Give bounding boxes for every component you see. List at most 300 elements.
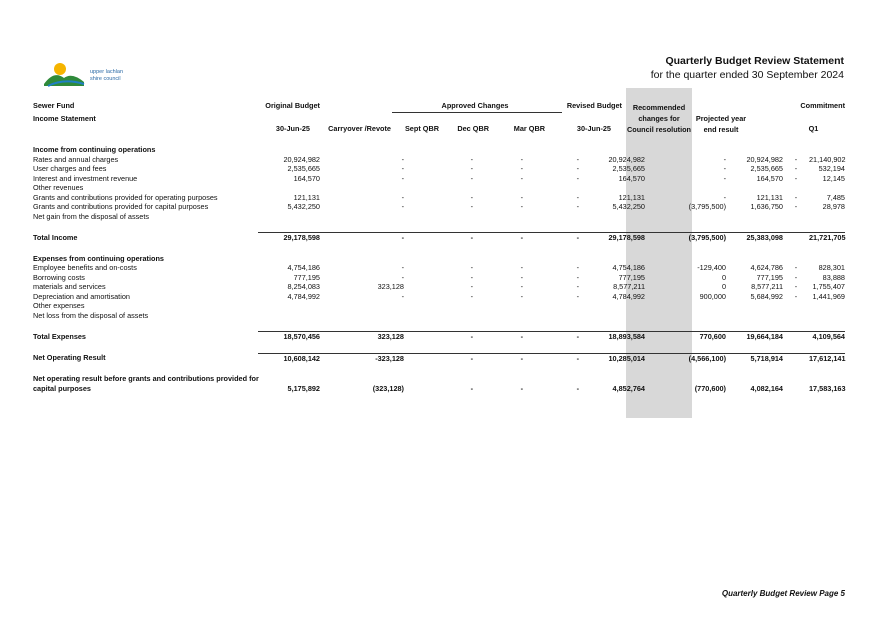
cell-col-7 [726, 311, 783, 321]
table-row [33, 374, 845, 384]
cell-col-5: 20,924,982 [608, 154, 645, 164]
col-sept-qbr: Sept QBR [404, 124, 439, 133]
col-date-revised: 30-Jun-25 [576, 124, 611, 133]
cell-col-4: - [576, 202, 579, 211]
row-label: materials and services [33, 282, 106, 291]
cell-col-9: 21,140,902 [809, 154, 846, 164]
cell-col-6 [645, 320, 726, 332]
cell-col-6 [645, 374, 726, 384]
table-row [33, 254, 845, 264]
cell-col-8 [783, 332, 809, 342]
cell-col-4 [523, 363, 579, 374]
cell-col-0 [258, 145, 320, 155]
table-row [33, 292, 845, 302]
cell-col-0 [258, 342, 320, 354]
row-label: Net operating result before grants and contributions provided for [33, 374, 259, 383]
cell-col-8: - [794, 164, 798, 173]
row-label: Rates and annual charges [33, 154, 119, 164]
cell-col-7: 4,082,164 [750, 383, 783, 393]
cell-col-7: 2,535,665 [750, 164, 783, 173]
cell-col-5: 29,178,598 [579, 233, 645, 243]
cell-col-0 [258, 301, 320, 311]
cell-col-7: 19,664,184 [726, 332, 783, 342]
cell-col-9 [809, 212, 845, 222]
cell-col-0 [258, 254, 320, 264]
cell-col-1: - [401, 263, 404, 272]
col-mar-qbr: Mar QBR [513, 124, 545, 133]
cell-col-1 [320, 320, 404, 332]
row-label: Net Operating Result [33, 353, 106, 363]
cell-col-9 [809, 311, 845, 321]
cell-col-5 [579, 363, 645, 374]
cell-col-7: 777,195 [756, 272, 783, 282]
cell-col-6 [645, 301, 726, 311]
cell-col-2: - [470, 202, 473, 211]
cell-col-9 [809, 183, 845, 193]
cell-col-7 [726, 320, 783, 332]
cell-col-5 [579, 254, 645, 264]
cell-col-9 [809, 145, 845, 155]
cell-col-7 [726, 145, 783, 155]
projected-header: Projected year end result [695, 114, 747, 134]
page-title: Quarterly Budget Review Statement [665, 55, 844, 67]
row-label [33, 320, 258, 332]
cell-col-8 [783, 342, 809, 354]
row-label: Expenses from continuing operations [33, 253, 164, 263]
table-row [33, 320, 845, 332]
cell-col-7 [726, 342, 783, 354]
cell-col-5 [579, 311, 645, 321]
cell-col-4 [523, 311, 579, 321]
cell-col-1: - [320, 233, 404, 243]
cell-col-8: - [794, 263, 798, 272]
row-label: Other expenses [33, 301, 85, 310]
cell-col-2: - [404, 353, 473, 363]
cell-col-1 [320, 342, 404, 354]
cell-col-1: - [401, 202, 404, 211]
cell-col-6: 770,600 [645, 332, 726, 342]
total-row [33, 353, 845, 363]
cell-col-3 [473, 320, 523, 332]
cell-col-5: 18,893,584 [579, 332, 645, 342]
cell-col-8 [783, 221, 809, 233]
row-label: Employee benefits and on-costs [33, 263, 137, 272]
cell-col-4: - [576, 154, 579, 164]
row-label: Other revenues [33, 183, 84, 192]
cell-col-1 [320, 254, 404, 264]
row-label: Grants and contributions provided for capital purposes [33, 202, 209, 211]
cell-col-4: - [576, 383, 579, 393]
cell-col-5: 4,754,186 [612, 263, 645, 272]
cell-col-5: 5,432,250 [612, 202, 645, 211]
cell-col-3: - [473, 332, 523, 342]
cell-col-1: - [401, 272, 404, 282]
cell-col-6 [645, 363, 726, 374]
cell-col-8 [783, 320, 809, 332]
cell-col-2: - [470, 383, 473, 393]
row-label: Net gain from the disposal of assets [33, 211, 149, 221]
cell-col-1: (323,128) [372, 383, 404, 393]
cell-col-1 [320, 212, 404, 222]
cell-col-0 [258, 363, 320, 374]
cell-col-0: 2,535,665 [287, 164, 320, 173]
cell-col-6: (770,600) [694, 383, 726, 393]
cell-col-8: - [794, 192, 798, 202]
row-label [33, 363, 258, 374]
row-label: Net loss from the disposal of assets [33, 310, 149, 320]
cell-col-8: - [794, 291, 798, 301]
cell-col-6: - [723, 164, 726, 173]
cell-col-1: - [401, 154, 404, 164]
cell-col-6 [645, 183, 726, 193]
cell-col-8: - [794, 154, 798, 164]
cell-col-2: - [470, 282, 473, 291]
cell-col-3: - [520, 202, 523, 211]
cell-col-0: 18,570,456 [258, 332, 320, 342]
col-carryover: Carryover /Revote [328, 124, 391, 133]
cell-col-9: 7,485 [826, 192, 845, 202]
cell-col-4 [523, 183, 579, 193]
cell-col-6: 900,000 [699, 291, 726, 301]
row-label: Income from continuing operations [33, 145, 156, 154]
page-footer: Quarterly Budget Review Page 5 [721, 589, 845, 598]
cell-col-5: 4,784,992 [612, 291, 645, 301]
cell-col-2 [404, 145, 473, 155]
cell-col-2 [404, 342, 473, 354]
cell-col-5: 164,570 [618, 173, 645, 183]
cell-col-4: - [576, 173, 579, 183]
logo-line1: upper lachlan [90, 69, 124, 75]
cell-col-0: 4,754,186 [287, 263, 320, 272]
cell-col-3 [473, 301, 523, 311]
cell-col-0 [258, 221, 320, 233]
cell-col-2 [404, 243, 473, 254]
cell-col-3 [473, 221, 523, 233]
cell-col-7 [726, 301, 783, 311]
total-row [33, 332, 845, 342]
cell-col-9: 83,888 [822, 272, 845, 282]
original-budget-header: Original Budget [265, 101, 320, 110]
table-row [33, 342, 845, 354]
cell-col-8 [783, 363, 809, 374]
cell-col-1 [320, 183, 404, 193]
cell-col-4: - [523, 332, 579, 342]
cell-col-4 [523, 243, 579, 254]
cell-col-9: 828,301 [818, 263, 845, 272]
cell-col-7: 5,684,992 [750, 291, 783, 301]
cell-col-0: 777,195 [293, 272, 320, 282]
cell-col-3: - [520, 154, 523, 164]
cell-col-2 [404, 311, 473, 321]
table-row [33, 155, 845, 165]
cell-col-3 [473, 374, 523, 384]
page-subtitle: for the quarter ended 30 September 2024 [650, 69, 844, 81]
cell-col-4: - [523, 353, 579, 363]
cell-col-0: 164,570 [293, 173, 320, 183]
cell-col-5 [579, 145, 645, 155]
cell-col-7 [726, 374, 783, 384]
cell-col-3 [473, 145, 523, 155]
table-row [33, 243, 845, 254]
cell-col-9: 17,583,163 [809, 383, 846, 393]
cell-col-4: - [576, 291, 579, 301]
cell-col-1: 323,128 [320, 332, 404, 342]
cell-col-8: - [794, 272, 798, 282]
cell-col-9 [809, 342, 845, 354]
row-label: capital purposes [33, 383, 91, 393]
table-row [33, 363, 845, 374]
cell-col-4 [523, 145, 579, 155]
cell-col-3 [473, 212, 523, 222]
cell-col-5 [579, 221, 645, 233]
cell-col-7 [726, 221, 783, 233]
cell-col-1 [320, 374, 404, 384]
row-label [33, 342, 258, 354]
cell-col-8 [783, 384, 809, 394]
cell-col-2: - [470, 154, 473, 164]
cell-col-5 [579, 342, 645, 354]
col-dec-qbr: Dec QBR [457, 124, 489, 133]
cell-col-4: - [576, 263, 579, 272]
cell-col-9 [809, 301, 845, 311]
cell-col-2 [404, 363, 473, 374]
cell-col-5 [579, 320, 645, 332]
cell-col-9: 17,612,141 [809, 353, 846, 363]
cell-col-9: 532,194 [818, 164, 845, 173]
cell-col-0 [258, 183, 320, 193]
cell-col-5: 121,131 [618, 192, 645, 202]
cell-col-7: 4,624,786 [750, 263, 783, 272]
approved-changes-header: Approved Changes [441, 101, 509, 110]
cell-col-8 [783, 301, 809, 311]
cell-col-1: - [401, 192, 404, 202]
cell-col-0: 4,784,992 [287, 291, 320, 301]
cell-col-4 [523, 212, 579, 222]
cell-col-8 [783, 311, 809, 321]
cell-col-5: 8,577,211 [613, 282, 645, 291]
cell-col-5 [579, 243, 645, 254]
cell-col-9: 4,109,564 [809, 332, 845, 342]
cell-col-3 [473, 254, 523, 264]
cell-col-3: - [473, 353, 523, 363]
cell-col-6: -129,400 [697, 263, 726, 272]
row-label: Total Expenses [33, 331, 86, 341]
cell-col-6 [645, 212, 726, 222]
cell-col-9 [809, 254, 845, 264]
revised-budget-header: Revised Budget [566, 101, 622, 110]
col-q1: Q1 [808, 124, 819, 133]
table-row [33, 202, 845, 212]
cell-col-5: 777,195 [618, 272, 645, 282]
cell-col-0: 5,175,892 [287, 383, 320, 393]
cell-col-7 [726, 243, 783, 254]
cell-col-6 [645, 254, 726, 264]
cell-col-7: 5,718,914 [726, 353, 783, 363]
cell-col-9 [809, 374, 845, 384]
cell-col-1 [320, 145, 404, 155]
cell-col-3: - [520, 291, 523, 301]
cell-col-4: - [576, 192, 579, 202]
table-row [33, 164, 845, 174]
table-row [33, 183, 845, 193]
recommended-header: Recommended changes for Council resolution [626, 103, 692, 134]
cell-col-1: -323,128 [320, 353, 404, 363]
cell-col-0: 29,178,598 [258, 233, 320, 243]
cell-col-7: 8,577,211 [751, 282, 783, 291]
cell-col-0 [258, 374, 320, 384]
cell-col-9: 21,721,705 [809, 233, 846, 242]
cell-col-6: (4,566,100) [645, 353, 726, 363]
cell-col-4 [523, 320, 579, 332]
cell-col-0 [258, 243, 320, 254]
cell-col-4 [523, 221, 579, 233]
cell-col-4 [523, 254, 579, 264]
cell-col-9: 1,755,407 [812, 282, 845, 291]
cell-col-8 [783, 353, 809, 363]
cell-col-0: 121,131 [293, 192, 320, 202]
table-row [33, 282, 845, 292]
cell-col-7 [726, 183, 783, 193]
row-label [33, 243, 258, 254]
cell-col-0 [258, 320, 320, 332]
cell-col-7 [726, 254, 783, 264]
cell-col-2: - [404, 233, 473, 243]
cell-col-1 [320, 301, 404, 311]
cell-col-0: 10,608,142 [258, 353, 320, 363]
row-label: Depreciation and amortisation [33, 291, 130, 301]
cell-col-8 [783, 183, 809, 193]
cell-col-6 [645, 145, 726, 155]
cell-col-8: - [794, 282, 798, 291]
cell-col-6 [645, 342, 726, 354]
row-label: Grants and contributions provided for operating purposes [33, 192, 218, 202]
cell-col-6 [645, 311, 726, 321]
cell-col-4 [523, 342, 579, 354]
cell-col-5: 10,285,014 [579, 353, 645, 363]
cell-col-4: - [576, 164, 579, 173]
cell-col-3 [473, 243, 523, 254]
cell-col-6: 0 [721, 282, 726, 291]
cell-col-2 [404, 301, 473, 311]
cell-col-6: - [723, 173, 726, 183]
commitment-header: Commitment [800, 101, 845, 110]
cell-col-2 [404, 183, 473, 193]
cell-col-8 [783, 243, 809, 254]
cell-col-9 [809, 320, 845, 332]
cell-col-7 [726, 212, 783, 222]
cell-col-2: - [470, 164, 473, 173]
cell-col-2 [404, 374, 473, 384]
cell-col-4: - [576, 282, 579, 291]
cell-col-2: - [404, 332, 473, 342]
cell-col-8 [783, 145, 809, 155]
table-row [33, 301, 845, 311]
cell-col-0 [258, 212, 320, 222]
total-row [33, 233, 845, 243]
cell-col-2: - [470, 173, 473, 183]
cell-col-0: 20,924,982 [283, 154, 320, 164]
cell-col-9: 12,145 [822, 173, 845, 183]
cell-col-8: - [794, 173, 798, 183]
table-row [33, 263, 845, 273]
cell-col-7: 121,131 [756, 192, 783, 202]
cell-col-3: - [520, 173, 523, 183]
row-label [33, 221, 258, 233]
cell-col-2: - [470, 291, 473, 301]
cell-col-7: 20,924,982 [746, 154, 783, 164]
cell-col-9: 1,441,969 [812, 291, 845, 301]
cell-col-6: 0 [721, 272, 726, 282]
statement-label: Income Statement [33, 114, 96, 123]
cell-col-5 [579, 301, 645, 311]
table-row [33, 221, 845, 233]
cell-col-6: - [723, 192, 726, 202]
col-date-original: 30-Jun-25 [275, 124, 310, 133]
cell-col-3: - [520, 192, 523, 202]
cell-col-2: - [470, 272, 473, 282]
cell-col-3 [473, 311, 523, 321]
table-row [33, 212, 845, 222]
cell-col-9 [809, 363, 845, 374]
cell-col-7 [726, 363, 783, 374]
cell-col-4 [523, 374, 579, 384]
cell-col-8 [783, 374, 809, 384]
cell-col-1 [320, 243, 404, 254]
cell-col-3 [473, 183, 523, 193]
cell-col-2 [404, 320, 473, 332]
cell-col-3 [473, 342, 523, 354]
cell-col-1: - [401, 173, 404, 183]
cell-col-3: - [520, 272, 523, 282]
approved-changes-rule [392, 112, 562, 113]
cell-col-0 [258, 311, 320, 321]
row-label: Borrowing costs [33, 272, 85, 282]
cell-col-7: 164,570 [756, 173, 783, 183]
cell-col-2: - [470, 263, 473, 272]
table-row [33, 193, 845, 203]
row-label: Interest and investment revenue [33, 173, 138, 183]
cell-col-2 [404, 212, 473, 222]
cell-col-3 [473, 363, 523, 374]
income-statement-table [33, 145, 845, 393]
row-label: Total Income [33, 232, 78, 242]
logo-line2: shire council [90, 76, 121, 82]
cell-col-5 [579, 374, 645, 384]
table-row [33, 384, 845, 394]
cell-col-9 [809, 221, 845, 233]
cell-col-1 [320, 221, 404, 233]
cell-col-1: - [401, 291, 404, 301]
cell-col-3: - [520, 282, 523, 291]
table-row [33, 311, 845, 321]
cell-col-2 [404, 221, 473, 233]
cell-col-2 [404, 254, 473, 264]
cell-col-4 [523, 301, 579, 311]
cell-col-1: 323,128 [377, 282, 404, 291]
cell-col-6: (3,795,500) [688, 202, 726, 211]
table-row [33, 174, 845, 184]
row-label: User charges and fees [33, 164, 107, 173]
table-row [33, 145, 845, 155]
cell-col-1: - [401, 164, 404, 173]
cell-col-6: - [723, 154, 726, 164]
fund-label: Sewer Fund [33, 101, 75, 110]
cell-col-5: 4,852,764 [612, 383, 645, 393]
cell-col-6 [645, 243, 726, 254]
cell-col-6 [645, 221, 726, 233]
cell-col-8: - [794, 202, 798, 211]
cell-col-3: - [473, 233, 523, 243]
